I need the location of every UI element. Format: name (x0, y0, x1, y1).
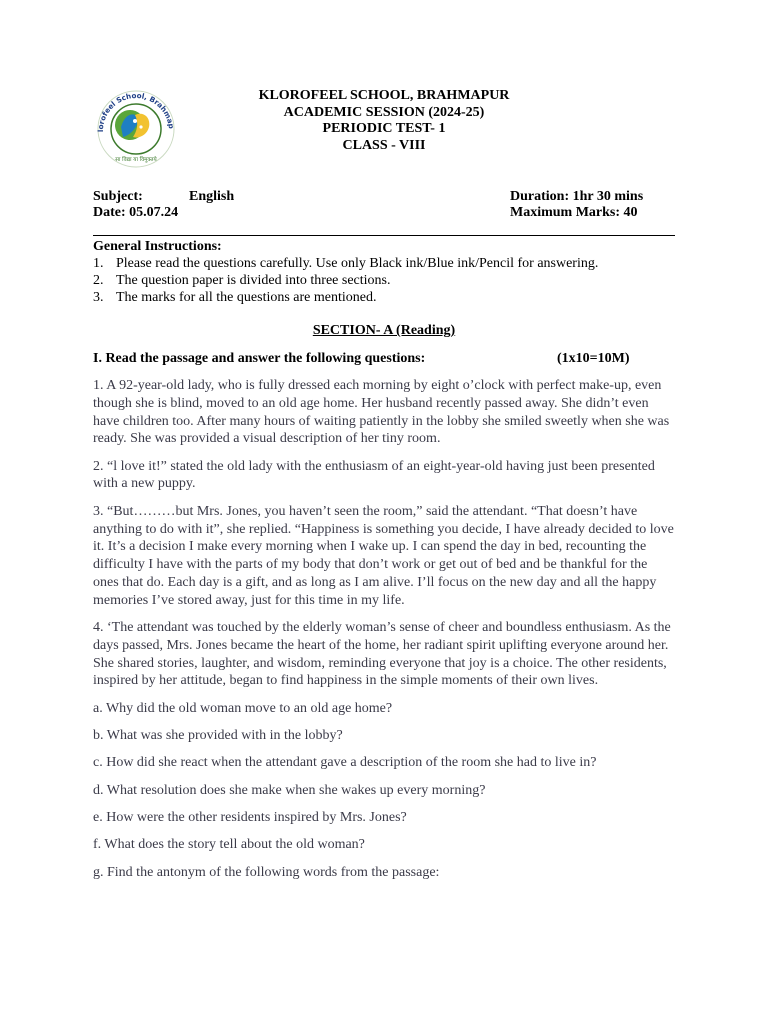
instruction-text: The question paper is divided into three sections. (116, 272, 391, 288)
maximum-marks: Maximum Marks: 40 (510, 205, 638, 220)
sub-question-d: d. What resolution does she make when she wakes up every morning? (93, 782, 486, 798)
instruction-number: 2. (93, 272, 104, 288)
sub-question-c: c. How did she react when the attendant gave a description of the room she had to live in? (93, 755, 597, 771)
passage-paragraph-4: 4. ‘The attendant was touched by the elderly woman’s sense of cheer and boundless enthusiasm. As the days passed, Mrs. Jones became the heart of the home, her radiant spirit uplifting everyone around her. She shared stories, laughter, and wisdom, reminding everyone that joy is a choice. The other residents, inspired by her attitude, began to find happiness in the simple moments of their own lives. (93, 620, 671, 689)
instruction-text: Please read the questions carefully. Use only Black ink/Blue ink/Pencil for answering. (116, 256, 599, 271)
school-logo-emblem (91, 85, 181, 169)
paper-header (224, 88, 544, 154)
instructions-title: General Instructions: (93, 239, 222, 254)
question-1-marks: (1x10=10M) (557, 351, 630, 366)
instruction-item (93, 290, 675, 307)
sub-question-f: f. What does the story tell about the old woman? (93, 837, 365, 853)
sub-question-g: g. Find the antonym of the following words from the passage: (93, 864, 440, 880)
duration: Duration: 1hr 30 mins (510, 189, 644, 204)
instruction-item (93, 256, 675, 273)
passage-paragraph-3: 3. “But………but Mrs. Jones, you haven’t seen the room,” said the attendant. “That doesn’t have anything to do with it”, she replied. “Happiness is something you decide, I have already decided to love it. It’s a decision I make every morning when I wake up. I can spend the day in bed, recounting the difficulty I have with the parts of my body that don’t work or get out of bed and be thankful for the ones that do. Each day is a gift, and as long as I am alive. I’ll focus on the new day and all the happy memories I’ve stored away, just for this time in my life. (93, 503, 674, 608)
question-1-text: I. Read the passage and answer the following questions: (93, 351, 426, 366)
subject-value: English (189, 189, 235, 204)
section-a-title: SECTION- A (Reading) (312, 323, 456, 338)
instruction-number: 1. (93, 256, 104, 271)
class-name: CLASS - VIII (342, 137, 426, 153)
academic-session: ACADEMIC SESSION (2024-25) (283, 104, 485, 120)
reading-passage (93, 377, 675, 891)
instruction-item (93, 273, 675, 290)
exam-date: Date: 05.07.24 (93, 205, 179, 220)
school-logo (91, 85, 181, 169)
passage-paragraph-2: 2. “l love it!” stated the old lady with the enthusiasm of an eight-year-old having just been presented with a new puppy. (93, 458, 655, 492)
sub-question-a: a. Why did the old woman move to an old age home? (93, 700, 393, 716)
instruction-text: The marks for all the questions are mentioned. (116, 289, 377, 305)
subject-label: Subject: (93, 189, 143, 204)
instructions-list (93, 256, 675, 306)
school-name: KLOROFEEL SCHOOL, BRAHMAPUR (258, 88, 510, 103)
sub-question-b: b. What was she provided with in the lobby? (93, 728, 343, 744)
header-divider (93, 235, 675, 236)
test-name: PERIODIC TEST- 1 (322, 121, 446, 136)
sub-question-e: e. How were the other residents inspired by Mrs. Jones? (93, 809, 407, 825)
question-1-heading (93, 351, 675, 367)
passage-paragraph-1: 1. A 92-year-old lady, who is fully dressed each morning by eight o’clock with perfect make-up, even though she is blind, moved to an old age home. Her husband recently passed away. She didn’t even have children too. After many hours of waiting patiently in the lobby she smiled sweetly when she was ready. She was provided a visual description of her tiny room. (93, 378, 670, 447)
logo-arc-text: lorofeel School, Brahmap (95, 90, 176, 133)
instruction-number: 3. (93, 289, 104, 305)
logo-motto: सा विद्या या विमुक्तये (115, 157, 157, 163)
